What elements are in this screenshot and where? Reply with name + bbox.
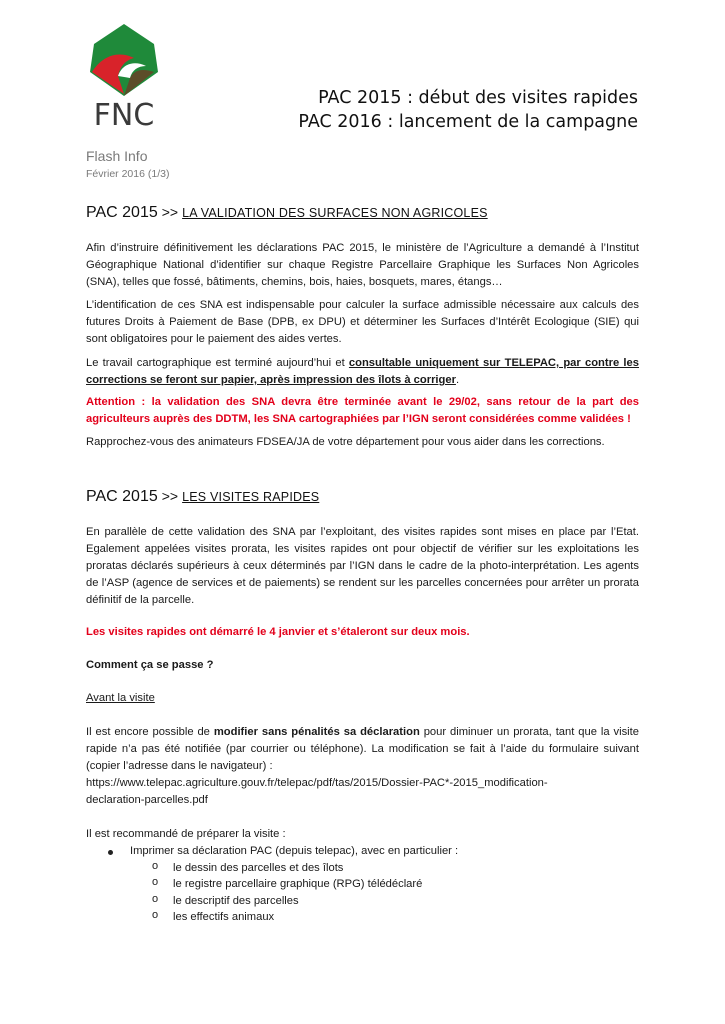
- fnc-logo: [84, 22, 164, 134]
- sub-item-4: les effectifs animaux: [173, 911, 275, 923]
- p2-bold: modifier sans pénalités sa déclaration: [213, 726, 420, 738]
- sub-bullet-icon: o: [152, 893, 159, 905]
- section-1-paragraph-5: Rapprochez-vous des animateurs FDSEA/JA de votre département pour vous aider dans les corrections.: [86, 436, 605, 448]
- recommendation: Il est recommandé de préparer la visite :: [86, 828, 286, 840]
- section-2-pac: PAC 2015: [86, 488, 158, 505]
- section-2-question: Comment ça se passe ?: [86, 659, 214, 671]
- section-2-paragraph-1: En parallèle de cette validation des SNA par l’exploitant, des visites rapides sont mises en place par l’Etat. Egalement appelées visites prorata, les visites rapides ont pour objectif de vérifier sur les exploitations les proratas déclarés supérieurs à ceux déterminés par l’IGN dans le cadre de la photo-interprétation. Les agents de l’ASP (agence de services et de paiements) se rendent sur les parcelles concernées pour arrêter un prorata définitif de la parcelle.: [86, 526, 639, 606]
- page-title: [298, 86, 638, 134]
- section-2-paragraph-2: [86, 724, 639, 775]
- sub-item-1: le dessin des parcelles et des îlots: [173, 862, 344, 874]
- section-2-red-line: Les visites rapides ont démarré le 4 janvier et s’étaleront sur deux mois.: [86, 626, 470, 638]
- section-2-arrows: >>: [161, 488, 179, 504]
- section-1-paragraph-2: L’identification de ces SNA est indispensable pour calculer la surface admissible nécessaire aux calculs des futures Droits à Paiement de Base (DPB, ex DPU) et déterminer les Surfaces d’Intérêt Ecologique (SIE) qui sont obligatoires pour le paiement des aides vertes.: [86, 299, 639, 345]
- fnc-logo-text: FNC: [93, 98, 155, 133]
- p2-start: Il est encore possible de: [86, 726, 214, 738]
- sub-bullet-icon: o: [152, 909, 159, 921]
- form-url-line-2: declaration-parcelles.pdf: [86, 794, 208, 806]
- section-1-paragraph-3: [86, 355, 639, 389]
- section-1-paragraph-1: Afin d’instruire définitivement les déclarations PAC 2015, le ministère de l’Agriculture a demandé à l’Institut Géographique National d’identifier sur chaque Registre Parcellaire Graphique les Surfaces Non Agricoles (SNA), telles que fossé, bâtiments, chemins, bois, haies, bosquets, mares, étangs…: [86, 242, 639, 288]
- sub-bullet-icon: o: [152, 876, 159, 888]
- section-2-subtitle: LES VISITES RAPIDES: [182, 490, 320, 504]
- section-2-avant-visite: Avant la visite: [86, 692, 155, 704]
- p3-emphasis: consultable uniquement sur TELEPAC, par contre les corrections se feront sur papier, après impression des îlots à corriger: [86, 357, 639, 386]
- fnc-logo-mark: [84, 22, 164, 100]
- section-1-arrows: >>: [161, 204, 179, 220]
- p3-start: Le travail cartographique est terminé aujourd’hui et: [86, 357, 349, 369]
- section-1-heading: [86, 204, 488, 222]
- sub-item-2: le registre parcellaire graphique (RPG) télédéclaré: [173, 878, 423, 890]
- p3-end: .: [455, 374, 460, 386]
- section-1-attention: Attention : la validation des SNA devra être terminée avant le 29/02, sans retour de la part des agriculteurs auprès des DDTM, les SNA cartographiées par l’IGN seront considérées comme validées !: [86, 396, 639, 425]
- p2-end: pour diminuer un prorata, tant que la visite rapide n’a pas été notifiée (par courrier ou téléphone). La modification se fait à l’aide du formulaire suivant (copier l’adresse dans le navigateur) :: [86, 726, 639, 772]
- form-url-line-1: https://www.telepac.agriculture.gouv.fr/telepac/pdf/tas/2015/Dossier-PAC*-2015_modification-: [86, 777, 548, 789]
- bullet-item-1: Imprimer sa déclaration PAC (depuis telepac), avec en particulier :: [130, 845, 459, 857]
- bullet-icon: [108, 850, 113, 855]
- title-line-1: PAC 2015 : début des visites rapides: [318, 88, 638, 108]
- sub-bullet-icon: o: [152, 860, 159, 872]
- flash-info-label: Flash Info: [86, 148, 148, 164]
- title-line-2: PAC 2016 : lancement de la campagne: [298, 112, 638, 132]
- issue-date: Février 2016 (1/3): [86, 168, 170, 180]
- sub-item-3: le descriptif des parcelles: [173, 895, 299, 907]
- section-2-heading: [86, 488, 319, 506]
- section-1-pac: PAC 2015: [86, 204, 158, 221]
- section-1-subtitle: LA VALIDATION DES SURFACES NON AGRICOLES: [182, 206, 488, 220]
